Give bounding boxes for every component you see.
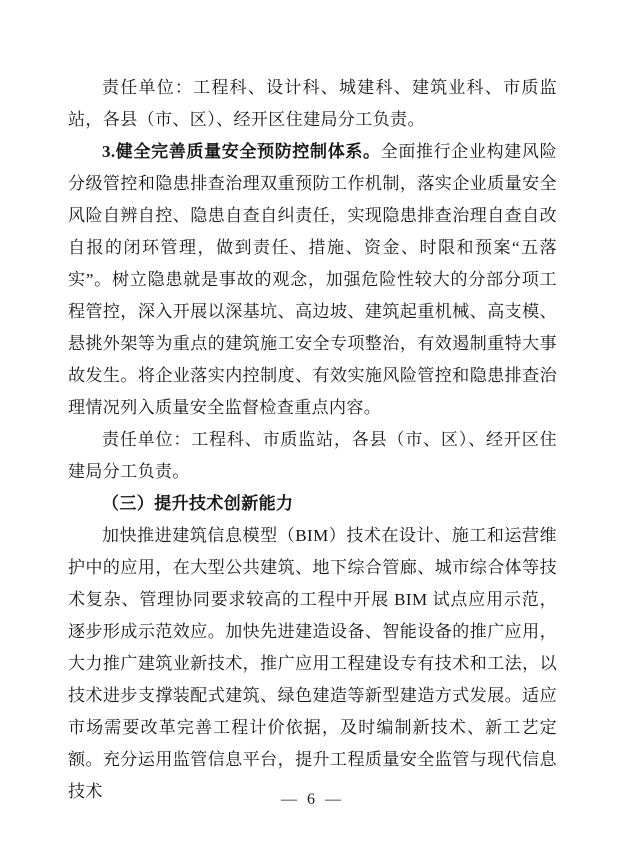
page-number: — 6 —	[281, 791, 344, 808]
paragraph-text: 责任单位：工程科、设计科、城建科、建筑业科、市质监站，各县（市、区）、经开区住建局分工负责。	[68, 78, 557, 129]
paragraph-bim-technology	[68, 520, 557, 808]
paragraph-section-3-risk-control	[68, 136, 557, 424]
page-footer	[0, 788, 625, 812]
paragraph-text: 责任单位：工程科、市质监站，各县（市、区）、经开区住建局分工负责。	[68, 430, 557, 481]
paragraph-responsibility-units-1	[68, 72, 557, 136]
paragraph-responsibility-units-2	[68, 424, 557, 488]
heading-text: （三）提升技术创新能力	[102, 494, 294, 513]
paragraph-text: 全面推行企业构建风险分级管控和隐患排查治理双重预防工作机制，落实企业质量安全风险自辨自控、隐患自查自纠责任，实现隐患排查治理自查自改自报的闭环管理，做到责任、措施、资金、时限和预案“五落实”。树立隐患就是事故的观念，加强危险性较大的分部分项工程管控，深入开展以深基坑、高边坡、建筑起重机械、高支模、悬挑外架等为重点的建筑施工安全专项整治，有效遏制重特大事故发生。将企业落实内控制度、有效实施风险管控和隐患排查治理情况列入质量安全监督检查重点内容。	[68, 142, 557, 417]
heading-section-three-tech-innovation	[68, 488, 557, 520]
paragraph-bold-lead: 3.健全完善质量安全预防控制体系。	[102, 142, 381, 161]
document-body	[68, 72, 557, 808]
paragraph-text: 加快推进建筑信息模型（BIM）技术在设计、施工和运营维护中的应用，在大型公共建筑、地下综合管廊、城市综合体等技术复杂、管理协同要求较高的工程中开展 BIM 试点应用示范，逐步形成示范效应。加快先进建造设备、智能设备的推广应用，大力推广建筑业新技术，推广应用工程建设专有技术和工法，以技术进步支撑装配式建筑、绿色建造等新型建造方式发展。适应市场需要改革完善工程计价依据，及时编制新技术、新工艺定额。充分运用监管信息平台，提升工程质量安全监管与现代信息技术	[68, 526, 557, 801]
